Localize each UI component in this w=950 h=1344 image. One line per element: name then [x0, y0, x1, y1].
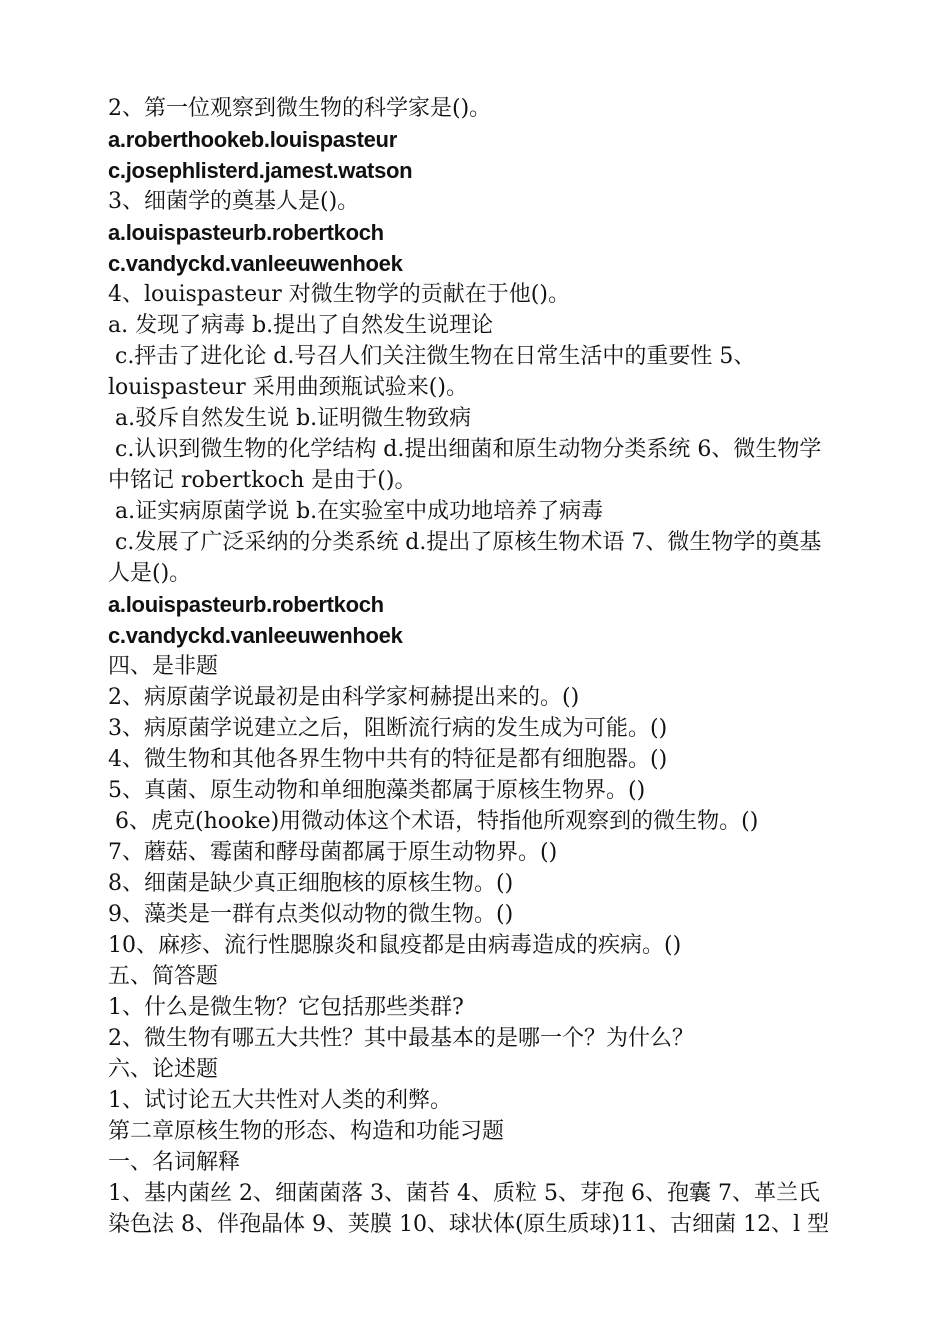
true-false-item-3: 3、病原菌学说建立之后，阻断流行病的发生成为可能。(): [108, 716, 668, 741]
true-false-item-8: 8、细菌是缺少真正细胞核的原核生物。(): [108, 871, 514, 896]
true-false-item-2: 2、病原菌学说最初是由科学家柯赫提出来的。(): [108, 685, 580, 710]
question-3-options-cd: c.vandyckd.vanleeuwenhoek: [108, 251, 403, 276]
true-false-item-10: 10、麻疹、流行性腮腺炎和鼠疫都是由病毒造成的疾病。(): [108, 933, 682, 958]
question-5-text: louispasteur 采用曲颈瓶试验来()。: [108, 375, 468, 400]
question-4-options-cd: c.抨击了进化论 d.号召人们关注微生物在日常生活中的重要性 5、: [108, 344, 756, 369]
question-5-options-cd: c.认识到微生物的化学结构 d.提出细菌和原生动物分类系统 6、微生物学: [108, 437, 822, 462]
short-answer-item-2: 2、微生物有哪五大共性？其中最基本的是哪一个？为什么？: [108, 1026, 694, 1051]
true-false-item-9: 9、藻类是一群有点类似动物的微生物。(): [108, 902, 514, 927]
terms-list-line-2: 染色法 8、伴孢晶体 9、荚膜 10、球状体(原生质球)11、古细菌 12、l 型: [108, 1212, 830, 1237]
question-7-text: 人是()。: [108, 561, 192, 586]
question-2-options-cd: c.josephlisterd.jamest.watson: [108, 158, 413, 183]
question-6-text: 中铭记 robertkoch 是由于()。: [108, 468, 417, 493]
section-short-answer-heading: 五、简答题: [108, 964, 219, 989]
question-4-text: 4、louispasteur 对微生物学的贡献在于他()。: [108, 282, 570, 307]
question-3-text: 3、细菌学的奠基人是()。: [108, 189, 360, 214]
section-true-false-heading: 四、是非题: [108, 654, 219, 679]
true-false-item-6: 6、虎克(hooke)用微动体这个术语，特指他所观察到的微生物。(): [108, 809, 759, 834]
question-4-options-ab: a. 发现了病毒 b.提出了自然发生说理论: [108, 313, 494, 338]
question-6-options-ab: a.证实病原菌学说 b.在实验室中成功地培养了病毒: [108, 499, 604, 524]
question-2-text: 2、第一位观察到微生物的科学家是()。: [108, 96, 492, 121]
section-terms-heading: 一、名词解释: [108, 1150, 241, 1175]
question-5-options-ab: a.驳斥自然发生说 b.证明微生物致病: [108, 406, 472, 431]
short-answer-item-1: 1、什么是微生物？它包括那些类群?: [108, 995, 464, 1020]
terms-list-line-1: 1、基内菌丝 2、细菌菌落 3、菌苔 4、质粒 5、芽孢 6、孢囊 7、革兰氏: [108, 1181, 820, 1206]
true-false-item-7: 7、蘑菇、霉菌和酵母菌都属于原生动物界。(): [108, 840, 558, 865]
true-false-item-5: 5、真菌、原生动物和单细胞藻类都属于原核生物界。(): [108, 778, 646, 803]
question-6-options-cd: c.发展了广泛采纳的分类系统 d.提出了原核生物术语 7、微生物学的奠基: [108, 530, 822, 555]
true-false-item-4: 4、微生物和其他各界生物中共有的特征是都有细胞器。(): [108, 747, 668, 772]
section-essay-heading: 六、论述题: [108, 1057, 219, 1082]
question-2-options-ab: a.roberthookeb.louispasteur: [108, 127, 397, 152]
chapter-2-title: 第二章原核生物的形态、构造和功能习题: [108, 1119, 505, 1144]
question-7-options-cd: c.vandyckd.vanleeuwenhoek: [108, 623, 403, 648]
essay-item-1: 1、试讨论五大共性对人类的利弊。: [108, 1088, 452, 1113]
document-body: [108, 93, 868, 1240]
question-3-options-ab: a.louispasteurb.robertkoch: [108, 220, 384, 245]
question-7-options-ab: a.louispasteurb.robertkoch: [108, 592, 384, 617]
